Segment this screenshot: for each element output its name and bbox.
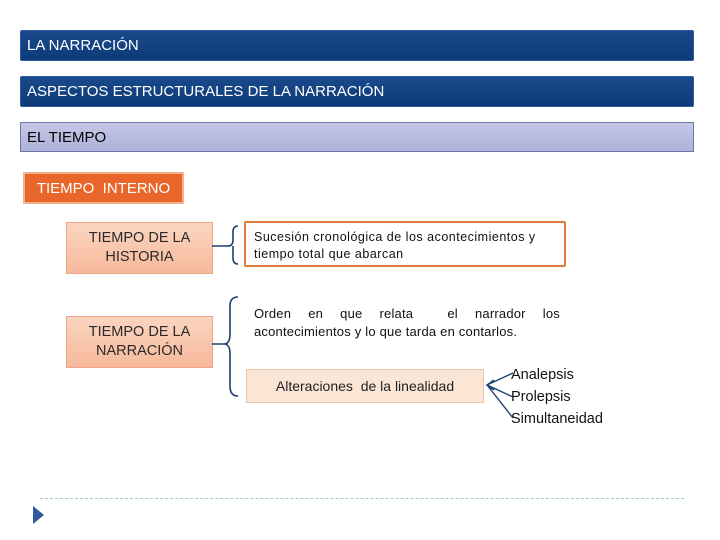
narracion-label-line2: NARRACIÓN bbox=[95, 343, 183, 359]
orden-line2: acontecimientos y lo que tarda en contarlos. bbox=[254, 324, 518, 339]
arrow-simultaneidad bbox=[487, 385, 513, 418]
historia-label-line1: TIEMPO DE LA bbox=[88, 230, 191, 246]
alteracion-item-prolepsis: Prolepsis bbox=[511, 389, 571, 405]
historia-desc-line2: tiempo total que abarcan bbox=[254, 247, 404, 261]
section-text: EL TIEMPO bbox=[27, 128, 107, 146]
historia-desc-line1: Sucesión cronológica de los acontecimientos y bbox=[254, 230, 536, 244]
narracion-connector bbox=[212, 297, 238, 396]
arrow-analepsis bbox=[487, 373, 513, 385]
alteraciones-arrows bbox=[487, 373, 513, 418]
aspects-text: ASPECTOS ESTRUCTURALES DE LA NARRACIÓN bbox=[27, 83, 385, 100]
tiempo-interno-label: TIEMPO INTERNO bbox=[36, 179, 171, 197]
historia-label-line2: HISTORIA bbox=[105, 249, 174, 265]
historia-connector bbox=[212, 226, 238, 264]
narracion-label-line1: TIEMPO DE LA bbox=[88, 324, 191, 340]
alteracion-item-analepsis: Analepsis bbox=[511, 367, 574, 383]
title-text: LA NARRACIÓN bbox=[27, 37, 139, 54]
decorative-dashed-line bbox=[40, 498, 684, 499]
play-triangle-icon bbox=[33, 506, 44, 524]
alteracion-item-simultaneidad: Simultaneidad bbox=[511, 411, 603, 427]
orden-line1: Orden en que relata el narrador los bbox=[254, 306, 560, 321]
alteraciones-label: Alteraciones de la linealidad bbox=[275, 378, 455, 394]
